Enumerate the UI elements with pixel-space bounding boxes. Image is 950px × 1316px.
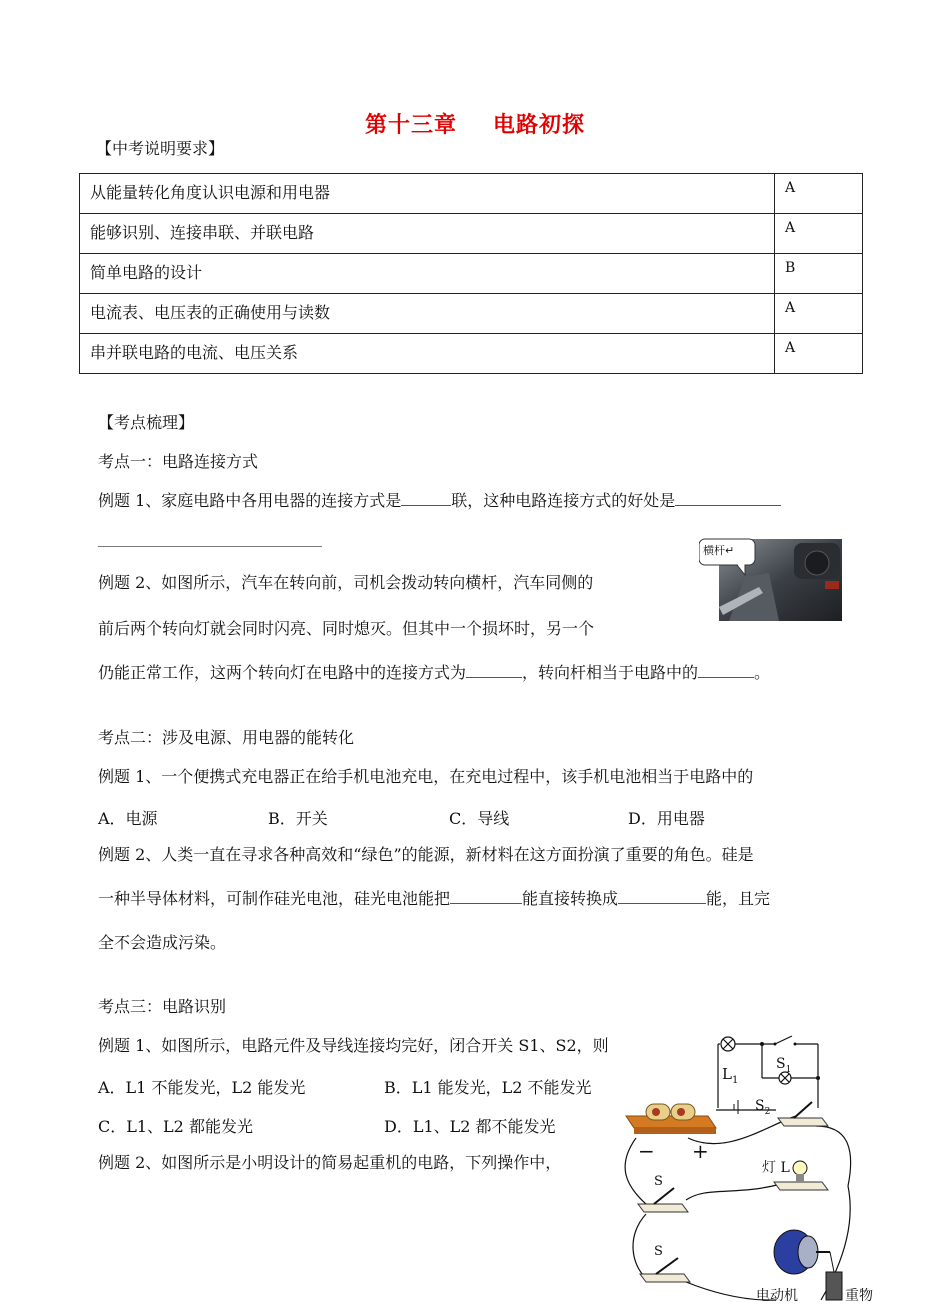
table-row (80, 174, 863, 214)
question-text: 能，且完 (706, 889, 771, 908)
requirement-level: B (775, 254, 863, 294)
point1-heading: 考点一：电路连接方式 (98, 452, 259, 471)
question-text: 仍能正常工作，这两个转向灯在电路中的连接方式为 (98, 663, 467, 682)
point1-example2-line3 (98, 663, 770, 683)
label-s1: $S_1$ (776, 1056, 792, 1075)
battery-minus: − (638, 1139, 655, 1163)
answer-blank[interactable] (98, 546, 322, 547)
requirements-heading: 【中考说明要求】 (96, 139, 225, 158)
point1-example2-line1: 例题 2、如图所示，汽车在转向前，司机会拨动转向横杆，汽车同侧的 (98, 573, 594, 592)
requirement-text: 简单电路的设计 (80, 254, 775, 294)
point3-heading: 考点三：电路识别 (98, 997, 227, 1016)
question-text: 能直接转换成 (522, 889, 619, 908)
turn-signal-lever-photo (699, 537, 842, 621)
motor-label: 电动机 (756, 1288, 798, 1304)
answer-blank[interactable] (618, 903, 706, 904)
point1-example2-line2: 前后两个转向灯就会同时闪亮、同时熄灭。但其中一个损坏时，另一个 (98, 619, 595, 638)
point3-example2: 例题 2、如图所示是小明设计的简易起重机的电路，下列操作中， (98, 1153, 562, 1172)
option-c[interactable]: C．L1、L2 都能发光 (98, 1117, 253, 1136)
requirement-text: 从能量转化角度认识电源和用电器 (80, 174, 775, 214)
option-a[interactable]: A．电源 (98, 809, 158, 828)
question-text: 。 (754, 663, 771, 682)
requirement-text: 电流表、电压表的正确使用与读数 (80, 294, 775, 334)
option-d[interactable]: D．用电器 (628, 809, 705, 828)
callout-label: 横杆↵ (703, 544, 735, 557)
table-row (80, 294, 863, 334)
point2-example2-line3: 全不会造成污染。 (98, 933, 227, 952)
table-row (80, 214, 863, 254)
point2-example1: 例题 1、一个便携式充电器正在给手机电池充电，在充电过程中，该手机电池相当于电路中的 (98, 767, 754, 786)
answer-blank[interactable] (401, 505, 451, 506)
point1-example1 (98, 491, 781, 511)
table-row (80, 334, 863, 374)
weight-label: 重物 (845, 1288, 873, 1304)
points-heading: 【考点梳理】 (98, 413, 195, 432)
question-text: ，转向杆相当于电路中的 (522, 663, 699, 682)
point3-example1: 例题 1、如图所示，电路元件及导线连接均完好，闭合开关 S1、S2，则 (98, 1036, 609, 1055)
question-text: 一种半导体材料，可制作硅光电池，硅光电池能把 (98, 889, 451, 908)
point2-example2-line1: 例题 2、人类一直在寻求各种高效和“绿色”的能源，新材料在这方面扮演了重要的角色。硅是 (98, 845, 754, 864)
option-b[interactable]: B．开关 (268, 809, 328, 828)
point2-heading: 考点二：涉及电源、用电器的能转化 (98, 728, 355, 747)
answer-blank[interactable] (466, 677, 522, 678)
lamp-label: 灯 L (762, 1160, 790, 1176)
requirement-text: 串并联电路的电流、电压关系 (80, 334, 775, 374)
requirement-level: A (775, 214, 863, 254)
question-text: 联，这种电路连接方式的好处是 (451, 491, 676, 510)
option-b[interactable]: B．L1 能发光，L2 不能发光 (384, 1078, 592, 1097)
chapter-name: 电路初探 (493, 113, 586, 138)
requirement-level: A (775, 174, 863, 214)
label-s-lower: S (654, 1244, 663, 1259)
label-s2: $S_2$ (755, 1098, 771, 1117)
requirement-text: 能够识别、连接串联、并联电路 (80, 214, 775, 254)
requirement-level: A (775, 334, 863, 374)
answer-blank[interactable] (675, 505, 781, 506)
point2-example2-line2 (98, 889, 770, 909)
table-row (80, 254, 863, 294)
chapter-title (0, 108, 950, 139)
option-d[interactable]: D．L1、L2 都不能发光 (384, 1117, 556, 1136)
crane-circuit-diagram (616, 1086, 886, 1308)
battery-plus: + (692, 1139, 709, 1163)
option-c[interactable]: C．导线 (449, 809, 510, 828)
requirement-level: A (775, 294, 863, 334)
question-text: 例题 1、家庭电路中各用电器的连接方式是 (98, 491, 402, 510)
chapter-number: 第十三章 (364, 113, 457, 138)
requirements-table (79, 173, 863, 374)
label-s-upper: S (654, 1174, 663, 1189)
label-l1: $L_1$ (722, 1065, 739, 1086)
option-a[interactable]: A．L1 不能发光，L2 能发光 (98, 1078, 306, 1097)
answer-blank[interactable] (450, 903, 522, 904)
answer-blank[interactable] (698, 677, 754, 678)
